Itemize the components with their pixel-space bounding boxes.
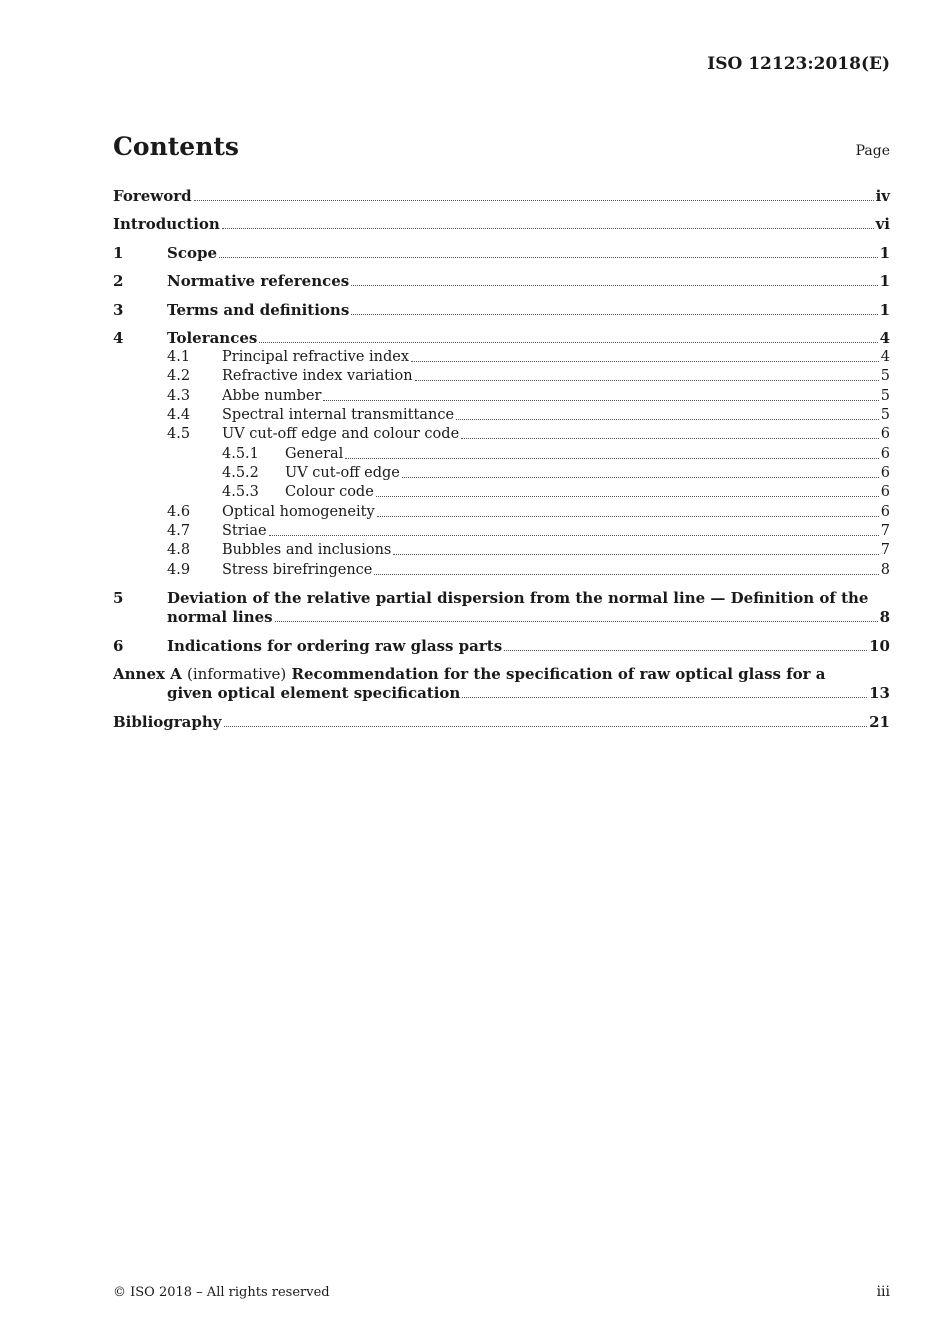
toc-title-line2: normal lines [167, 608, 273, 626]
page-number: iii [876, 1284, 890, 1300]
toc-number: 6 [113, 637, 124, 655]
toc-page: 8 [880, 562, 890, 578]
toc-entry-introduction[interactable] [113, 214, 890, 234]
toc-entry-deviation-line2[interactable] [113, 607, 890, 627]
dot-leader [194, 199, 874, 201]
toc-page: 7 [880, 523, 890, 539]
dot-leader [402, 476, 879, 478]
toc-number: 4.7 [167, 523, 191, 539]
toc-entry-bibliography[interactable] [113, 712, 890, 732]
toc-number: 4.4 [167, 407, 191, 423]
toc-title: Foreword [113, 187, 192, 205]
annex-label: Annex A [113, 665, 182, 683]
dot-leader [323, 399, 878, 401]
toc-title: Principal refractive index [222, 349, 410, 365]
toc-title: Spectral internal transmittance [222, 407, 455, 423]
toc-number: 4.5.2 [222, 465, 259, 481]
toc-title: Introduction [113, 215, 220, 233]
toc-entry-4-8[interactable] [113, 540, 890, 560]
toc-number: 4.5 [167, 426, 191, 442]
toc-number: 4.5.1 [222, 446, 259, 462]
toc-title: Normative references [167, 272, 350, 290]
annex-note: (informative) [187, 665, 287, 683]
copyright-notice: © ISO 2018 – All rights reserved [113, 1285, 330, 1300]
toc-page: 5 [880, 407, 890, 423]
toc-title: Optical homogeneity [222, 504, 375, 520]
toc-entry-foreword[interactable] [113, 186, 890, 206]
toc-entry-annex-a-line1[interactable] [113, 664, 890, 684]
dot-leader [461, 437, 879, 439]
toc-number: 4 [113, 329, 124, 347]
toc-page: 4 [879, 329, 890, 347]
toc-page: 6 [880, 504, 890, 520]
toc-entry-4-5-1[interactable] [113, 444, 890, 464]
toc-page: iv [875, 187, 890, 205]
dot-leader [275, 620, 878, 622]
toc-title: Refractive index variation [222, 368, 413, 384]
toc-entry-normative-references[interactable] [113, 271, 890, 291]
dot-leader [351, 284, 877, 286]
toc-entry-4-4[interactable] [113, 405, 890, 425]
toc-page: 5 [880, 368, 890, 384]
toc-page: 1 [879, 272, 890, 290]
toc-entry-4-5[interactable] [113, 424, 890, 444]
toc-page: 6 [880, 426, 890, 442]
toc-entry-4-9[interactable] [113, 560, 890, 580]
toc-entry-4-5-2[interactable] [113, 463, 890, 483]
toc-number: 4.6 [167, 504, 191, 520]
toc-entry-deviation-line1[interactable] [113, 588, 890, 608]
toc-number: 4.9 [167, 562, 191, 578]
toc-entry-4-7[interactable] [113, 521, 890, 541]
dot-leader [393, 553, 878, 555]
dot-leader [345, 457, 878, 459]
toc-page: 10 [869, 637, 890, 655]
dot-leader [411, 360, 879, 362]
toc-number: 4.1 [167, 349, 191, 365]
page-column-label: Page [855, 143, 890, 159]
toc-title: Terms and definitions [167, 301, 350, 319]
toc-page: 6 [880, 484, 890, 500]
toc-entry-terms-and-definitions[interactable] [113, 300, 890, 320]
toc-page: 6 [880, 446, 890, 462]
toc-page: 13 [869, 684, 890, 702]
toc-entry-4-3[interactable] [113, 386, 890, 406]
dot-leader [259, 341, 877, 343]
toc-page: 8 [879, 608, 890, 626]
toc-entry-4-6[interactable] [113, 502, 890, 522]
toc-entry-4-1[interactable] [113, 347, 890, 367]
dot-leader [456, 418, 879, 420]
toc-title-line1: Recommendation for the specification of raw optical glass for a [291, 665, 826, 683]
toc-title: Colour code [285, 484, 374, 500]
dot-leader [222, 227, 874, 229]
toc-number: 4.3 [167, 388, 191, 404]
toc-title: UV cut-off edge and colour code [222, 426, 460, 442]
toc-entry-4-5-3[interactable] [113, 482, 890, 502]
document-id: ISO 12123:2018(E) [707, 54, 890, 74]
dot-leader [504, 649, 867, 651]
toc-page: 1 [879, 301, 890, 319]
toc-number: 4.5.3 [222, 484, 259, 500]
toc-title: General [285, 446, 344, 462]
toc-title: Tolerances [167, 329, 258, 347]
toc-entry-ordering[interactable] [113, 636, 890, 656]
toc-page: 6 [880, 465, 890, 481]
toc-title: Bubbles and inclusions [222, 542, 392, 558]
toc-title: Bibliography [113, 713, 222, 731]
dot-leader [415, 379, 879, 381]
toc-title: Scope [167, 244, 218, 262]
toc-number: 3 [113, 301, 124, 319]
toc-page: 21 [869, 713, 890, 731]
dot-leader [351, 313, 877, 315]
dot-leader [219, 256, 878, 258]
dot-leader [224, 725, 868, 727]
toc-page: 7 [880, 542, 890, 558]
toc-number: 4.8 [167, 542, 191, 558]
dot-leader [269, 534, 879, 536]
dot-leader [377, 515, 879, 517]
dot-leader [374, 573, 878, 575]
toc-page: 5 [880, 388, 890, 404]
toc-title: Stress birefringence [222, 562, 373, 578]
toc-title: Indications for ordering raw glass parts [167, 637, 503, 655]
toc-page: 1 [879, 244, 890, 262]
toc-entry-tolerances[interactable] [113, 328, 890, 348]
toc-title-line2: given optical element specification [167, 684, 461, 702]
toc-number: 1 [113, 244, 124, 262]
toc-entry-4-2[interactable] [113, 366, 890, 386]
toc-entry-annex-a-line2[interactable] [113, 683, 890, 703]
toc-title-line1: Deviation of the relative partial dispersion from the normal line — Definition of the [167, 589, 869, 607]
toc-entry-scope[interactable] [113, 243, 890, 263]
toc-page: 4 [880, 349, 890, 365]
dot-leader [462, 696, 867, 698]
toc-title: UV cut-off edge [285, 465, 400, 481]
dot-leader [376, 495, 879, 497]
toc-number: 5 [113, 589, 124, 607]
toc-title: Abbe number [222, 388, 322, 404]
toc-number: 4.2 [167, 368, 191, 384]
toc-number: 2 [113, 272, 124, 290]
toc-page: vi [875, 215, 890, 233]
page-title: Contents [113, 132, 240, 161]
toc-title: Striae [222, 523, 267, 539]
